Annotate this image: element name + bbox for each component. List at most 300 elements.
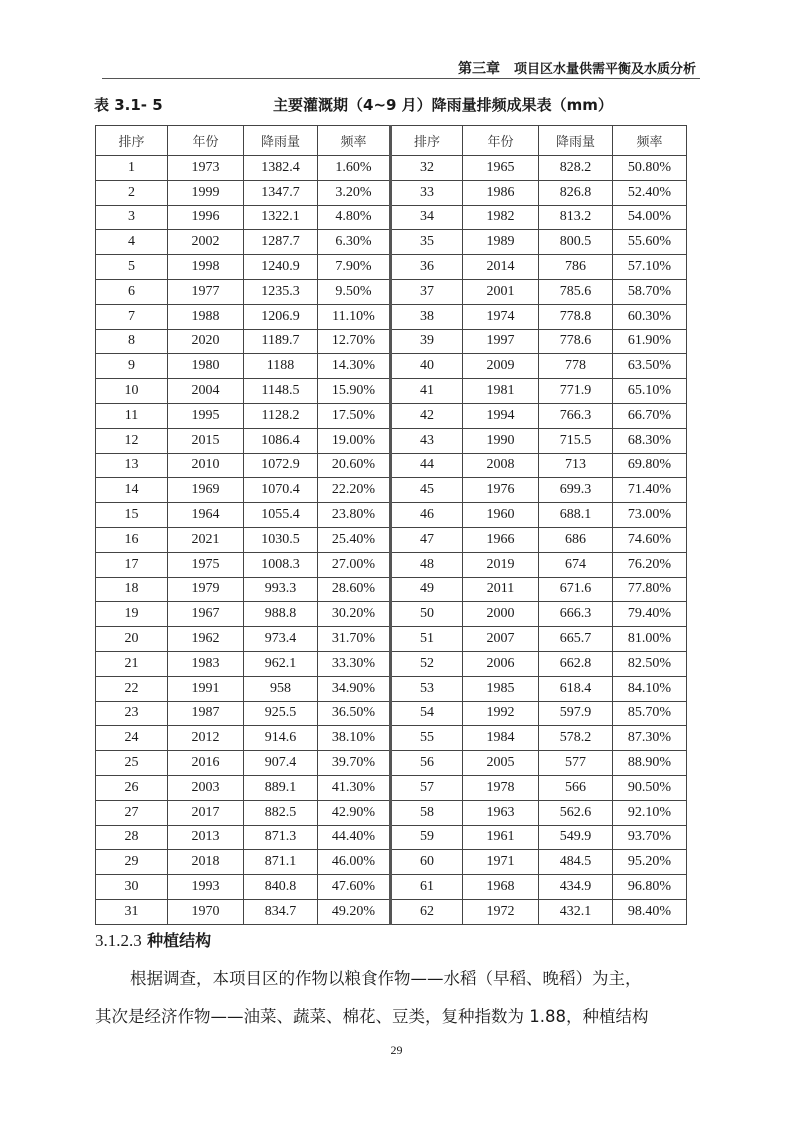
table-cell: 5: [96, 255, 168, 280]
table-cell: 61.90%: [613, 329, 687, 354]
table-cell: 35: [391, 230, 463, 255]
table-cell: 1240.9: [244, 255, 318, 280]
table-cell: 85.70%: [613, 701, 687, 726]
table-cell: 31.70%: [318, 627, 391, 652]
table-row: [96, 428, 687, 453]
table-row: [96, 156, 687, 181]
table-row: [96, 875, 687, 900]
table-row: [96, 205, 687, 230]
table-cell: 23.80%: [318, 503, 391, 528]
table-cell: 7: [96, 304, 168, 329]
table-cell: 786: [539, 255, 613, 280]
table-cell: 671.6: [539, 577, 613, 602]
table-cell: 32: [391, 156, 463, 181]
rainfall-frequency-table: [95, 125, 687, 925]
table-cell: 907.4: [244, 751, 318, 776]
table-cell: 15: [96, 503, 168, 528]
table-row: [96, 453, 687, 478]
running-header: [458, 58, 696, 78]
table-cell: 1287.7: [244, 230, 318, 255]
table-row: [96, 899, 687, 924]
table-cell: 778: [539, 354, 613, 379]
table-cell: 19.00%: [318, 428, 391, 453]
table-cell: 1987: [168, 701, 244, 726]
table-cell: 1978: [463, 775, 539, 800]
table-cell: 3: [96, 205, 168, 230]
table-cell: 2018: [168, 850, 244, 875]
table-row: [96, 403, 687, 428]
table-cell: 12.70%: [318, 329, 391, 354]
table-cell: 1.60%: [318, 156, 391, 181]
table-row: [96, 577, 687, 602]
table-cell: 688.1: [539, 503, 613, 528]
table-cell: 1148.5: [244, 379, 318, 404]
table-cell: 6: [96, 279, 168, 304]
table-cell: 28.60%: [318, 577, 391, 602]
table-cell: 55: [391, 726, 463, 751]
table-cell: 1974: [463, 304, 539, 329]
body-paragraph-line-2: 其次是经济作物——油菜、蔬菜、棉花、豆类，复种指数为 1.88，种植结构: [95, 1007, 649, 1026]
table-cell: 1189.7: [244, 329, 318, 354]
table-row: [96, 279, 687, 304]
table-cell: 65.10%: [613, 379, 687, 404]
table-cell: 2015: [168, 428, 244, 453]
table-cell: 1967: [168, 602, 244, 627]
table-cell: 14: [96, 478, 168, 503]
table-cell: 665.7: [539, 627, 613, 652]
table-cell: 14.30%: [318, 354, 391, 379]
table-cell: 434.9: [539, 875, 613, 900]
table-cell: 25.40%: [318, 527, 391, 552]
table-cell: 666.3: [539, 602, 613, 627]
table-cell: 37: [391, 279, 463, 304]
table-row: [96, 627, 687, 652]
table-cell: 871.3: [244, 825, 318, 850]
table-cell: 1070.4: [244, 478, 318, 503]
table-cell: 93.70%: [613, 825, 687, 850]
table-row: [96, 651, 687, 676]
table-row: [96, 478, 687, 503]
table-cell: 1347.7: [244, 180, 318, 205]
table-cell: 1993: [168, 875, 244, 900]
table-cell: 1979: [168, 577, 244, 602]
table-cell: 61: [391, 875, 463, 900]
table-row: [96, 602, 687, 627]
table-cell: 484.5: [539, 850, 613, 875]
table-cell: 577: [539, 751, 613, 776]
table-cell: 1983: [168, 651, 244, 676]
table-cell: 90.50%: [613, 775, 687, 800]
table-cell: 53: [391, 676, 463, 701]
column-header: 频率: [613, 126, 687, 156]
table-cell: 87.30%: [613, 726, 687, 751]
table-cell: 56: [391, 751, 463, 776]
table-cell: 17.50%: [318, 403, 391, 428]
table-cell: 699.3: [539, 478, 613, 503]
table-cell: 1977: [168, 279, 244, 304]
table-cell: 1972: [463, 899, 539, 924]
table-cell: 34: [391, 205, 463, 230]
table-cell: 26: [96, 775, 168, 800]
table-cell: 57.10%: [613, 255, 687, 280]
table-cell: 49.20%: [318, 899, 391, 924]
header-rule: [102, 78, 700, 79]
table-cell: 713: [539, 453, 613, 478]
table-cell: 826.8: [539, 180, 613, 205]
table-cell: 71.40%: [613, 478, 687, 503]
table-cell: 45: [391, 478, 463, 503]
table-cell: 98.40%: [613, 899, 687, 924]
table-cell: 68.30%: [613, 428, 687, 453]
table-cell: 432.1: [539, 899, 613, 924]
table-row: [96, 552, 687, 577]
table-cell: 52.40%: [613, 180, 687, 205]
table-title: 主要灌溉期（4~9 月）降雨量排频成果表（mm）: [273, 96, 613, 114]
table-cell: 2000: [463, 602, 539, 627]
table-cell: 1986: [463, 180, 539, 205]
table-cell: 2005: [463, 751, 539, 776]
table-cell: 2002: [168, 230, 244, 255]
column-header: 降雨量: [539, 126, 613, 156]
table-cell: 1981: [463, 379, 539, 404]
table-cell: 23: [96, 701, 168, 726]
table-cell: 58: [391, 800, 463, 825]
table-cell: 20: [96, 627, 168, 652]
table-cell: 871.1: [244, 850, 318, 875]
table-cell: 962.1: [244, 651, 318, 676]
table-cell: 2: [96, 180, 168, 205]
section-heading: [95, 928, 211, 951]
table-cell: 74.60%: [613, 527, 687, 552]
table-cell: 889.1: [244, 775, 318, 800]
table-cell: 59: [391, 825, 463, 850]
table-row: [96, 775, 687, 800]
chapter-label: 第三章: [457, 61, 500, 77]
table-cell: 9.50%: [318, 279, 391, 304]
table-cell: 958: [244, 676, 318, 701]
table-cell: 1086.4: [244, 428, 318, 453]
table-cell: 50.80%: [613, 156, 687, 181]
table-cell: 84.10%: [613, 676, 687, 701]
table-cell: 993.3: [244, 577, 318, 602]
table-cell: 1988: [168, 304, 244, 329]
column-header: 排序: [96, 126, 168, 156]
table-cell: 44: [391, 453, 463, 478]
table-cell: 22: [96, 676, 168, 701]
table-cell: 2014: [463, 255, 539, 280]
table-cell: 95.20%: [613, 850, 687, 875]
table-cell: 47.60%: [318, 875, 391, 900]
column-header: 年份: [168, 126, 244, 156]
table-row: [96, 304, 687, 329]
table-cell: 9: [96, 354, 168, 379]
table-cell: 29: [96, 850, 168, 875]
table-cell: 33.30%: [318, 651, 391, 676]
table-row: [96, 527, 687, 552]
table-cell: 46: [391, 503, 463, 528]
table-cell: 686: [539, 527, 613, 552]
table-cell: 2004: [168, 379, 244, 404]
table-row: [96, 354, 687, 379]
table-cell: 834.7: [244, 899, 318, 924]
table-header-row: [96, 126, 687, 156]
table-cell: 562.6: [539, 800, 613, 825]
table-cell: 1055.4: [244, 503, 318, 528]
table-cell: 618.4: [539, 676, 613, 701]
table-cell: 38: [391, 304, 463, 329]
section-title: 种植结构: [147, 931, 212, 950]
table-cell: 36: [391, 255, 463, 280]
column-header: 降雨量: [244, 126, 318, 156]
table-cell: 50: [391, 602, 463, 627]
table-cell: 1206.9: [244, 304, 318, 329]
table-cell: 19: [96, 602, 168, 627]
table-cell: 62: [391, 899, 463, 924]
table-cell: 778.6: [539, 329, 613, 354]
table-cell: 597.9: [539, 701, 613, 726]
table-cell: 840.8: [244, 875, 318, 900]
table-cell: 1989: [463, 230, 539, 255]
table-cell: 988.8: [244, 602, 318, 627]
table-cell: 42.90%: [318, 800, 391, 825]
table-cell: 1982: [463, 205, 539, 230]
table-cell: 48: [391, 552, 463, 577]
table-cell: 766.3: [539, 403, 613, 428]
table-cell: 2003: [168, 775, 244, 800]
table-body: [96, 156, 687, 925]
table-cell: 18: [96, 577, 168, 602]
table-cell: 30: [96, 875, 168, 900]
table-cell: 13: [96, 453, 168, 478]
table-cell: 30.20%: [318, 602, 391, 627]
table-cell: 1985: [463, 676, 539, 701]
table-cell: 973.4: [244, 627, 318, 652]
table-cell: 27: [96, 800, 168, 825]
table-row: [96, 726, 687, 751]
table-cell: 2019: [463, 552, 539, 577]
column-header: 频率: [318, 126, 391, 156]
table-cell: 16: [96, 527, 168, 552]
table-cell: 2010: [168, 453, 244, 478]
table-row: [96, 503, 687, 528]
table-cell: 77.80%: [613, 577, 687, 602]
table-cell: 578.2: [539, 726, 613, 751]
table-row: [96, 751, 687, 776]
table-row: [96, 850, 687, 875]
table-cell: 925.5: [244, 701, 318, 726]
table-cell: 55.60%: [613, 230, 687, 255]
table-cell: 33: [391, 180, 463, 205]
table-cell: 60.30%: [613, 304, 687, 329]
table-cell: 12: [96, 428, 168, 453]
table-cell: 1970: [168, 899, 244, 924]
table-cell: 96.80%: [613, 875, 687, 900]
table-cell: 6.30%: [318, 230, 391, 255]
table-cell: 1969: [168, 478, 244, 503]
table-cell: 38.10%: [318, 726, 391, 751]
table-cell: 41.30%: [318, 775, 391, 800]
table-cell: 42: [391, 403, 463, 428]
table-cell: 31: [96, 899, 168, 924]
table-cell: 10: [96, 379, 168, 404]
table-cell: 1973: [168, 156, 244, 181]
table-cell: 1966: [463, 527, 539, 552]
table-cell: 88.90%: [613, 751, 687, 776]
table-cell: 24: [96, 726, 168, 751]
table-cell: 34.90%: [318, 676, 391, 701]
page-number: 29: [390, 1043, 403, 1057]
table-cell: 73.00%: [613, 503, 687, 528]
table-cell: 785.6: [539, 279, 613, 304]
table-cell: 11: [96, 403, 168, 428]
table-cell: 778.8: [539, 304, 613, 329]
table-cell: 715.5: [539, 428, 613, 453]
table-cell: 2016: [168, 751, 244, 776]
table-cell: 1188: [244, 354, 318, 379]
table-cell: 1971: [463, 850, 539, 875]
table-cell: 69.80%: [613, 453, 687, 478]
table-cell: 66.70%: [613, 403, 687, 428]
table-cell: 800.5: [539, 230, 613, 255]
table-cell: 2020: [168, 329, 244, 354]
table-cell: 1995: [168, 403, 244, 428]
table-cell: 39: [391, 329, 463, 354]
table-cell: 662.8: [539, 651, 613, 676]
table-cell: 63.50%: [613, 354, 687, 379]
table-cell: 1382.4: [244, 156, 318, 181]
table-cell: 1996: [168, 205, 244, 230]
table-cell: 47: [391, 527, 463, 552]
table-cell: 39.70%: [318, 751, 391, 776]
table-cell: 1975: [168, 552, 244, 577]
table-cell: 1008.3: [244, 552, 318, 577]
body-paragraph-line-1: 根据调查，本项目区的作物以粮食作物——水稻（早稻、晚稻）为主，: [130, 969, 642, 988]
table-cell: 44.40%: [318, 825, 391, 850]
table-cell: 1997: [463, 329, 539, 354]
column-header: 排序: [391, 126, 463, 156]
table-cell: 58.70%: [613, 279, 687, 304]
table-row: [96, 379, 687, 404]
table-row: [96, 180, 687, 205]
table-cell: 549.9: [539, 825, 613, 850]
table-cell: 82.50%: [613, 651, 687, 676]
table-cell: 40: [391, 354, 463, 379]
table-cell: 2013: [168, 825, 244, 850]
table-cell: 1072.9: [244, 453, 318, 478]
table-cell: 1128.2: [244, 403, 318, 428]
table-cell: 46.00%: [318, 850, 391, 875]
table-cell: 1961: [463, 825, 539, 850]
table-cell: 49: [391, 577, 463, 602]
table-cell: 2006: [463, 651, 539, 676]
table-cell: 25: [96, 751, 168, 776]
table-number: 表 3.1- 5: [94, 96, 163, 114]
table-row: [96, 701, 687, 726]
table-cell: 60: [391, 850, 463, 875]
table-cell: 674: [539, 552, 613, 577]
table-cell: 2008: [463, 453, 539, 478]
table-cell: 813.2: [539, 205, 613, 230]
chapter-title: 项目区水量供需平衡及水质分析: [513, 62, 696, 77]
table-cell: 1960: [463, 503, 539, 528]
table-cell: 51: [391, 627, 463, 652]
table-cell: 57: [391, 775, 463, 800]
table-cell: 1965: [463, 156, 539, 181]
table-cell: 1968: [463, 875, 539, 900]
table-cell: 41: [391, 379, 463, 404]
table-cell: 1991: [168, 676, 244, 701]
table-row: [96, 825, 687, 850]
table-cell: 2007: [463, 627, 539, 652]
table-cell: 1998: [168, 255, 244, 280]
table-cell: 20.60%: [318, 453, 391, 478]
table-cell: 76.20%: [613, 552, 687, 577]
table-cell: 81.00%: [613, 627, 687, 652]
table-row: [96, 230, 687, 255]
table-cell: 8: [96, 329, 168, 354]
table-cell: 2017: [168, 800, 244, 825]
table-cell: 54.00%: [613, 205, 687, 230]
table-cell: 1994: [463, 403, 539, 428]
table-cell: 3.20%: [318, 180, 391, 205]
table-cell: 43: [391, 428, 463, 453]
table-cell: 1: [96, 156, 168, 181]
table-row: [96, 800, 687, 825]
table-cell: 2001: [463, 279, 539, 304]
table-cell: 914.6: [244, 726, 318, 751]
column-header: 年份: [463, 126, 539, 156]
table-cell: 1992: [463, 701, 539, 726]
table-cell: 92.10%: [613, 800, 687, 825]
table-cell: 2009: [463, 354, 539, 379]
table-cell: 15.90%: [318, 379, 391, 404]
table-row: [96, 255, 687, 280]
table-row: [96, 676, 687, 701]
table-cell: 79.40%: [613, 602, 687, 627]
table-cell: 4: [96, 230, 168, 255]
table-cell: 1976: [463, 478, 539, 503]
table-cell: 4.80%: [318, 205, 391, 230]
table-cell: 2021: [168, 527, 244, 552]
table-cell: 1980: [168, 354, 244, 379]
table-cell: 11.10%: [318, 304, 391, 329]
table-cell: 1030.5: [244, 527, 318, 552]
table-cell: 1964: [168, 503, 244, 528]
table-cell: 36.50%: [318, 701, 391, 726]
table-cell: 1999: [168, 180, 244, 205]
table-cell: 1962: [168, 627, 244, 652]
table-cell: 52: [391, 651, 463, 676]
table-cell: 566: [539, 775, 613, 800]
table-cell: 1235.3: [244, 279, 318, 304]
table-cell: 1990: [463, 428, 539, 453]
table-cell: 1963: [463, 800, 539, 825]
table-cell: 21: [96, 651, 168, 676]
table-cell: 22.20%: [318, 478, 391, 503]
table-cell: 17: [96, 552, 168, 577]
table-cell: 1984: [463, 726, 539, 751]
table-cell: 882.5: [244, 800, 318, 825]
table-cell: 54: [391, 701, 463, 726]
table-cell: 2011: [463, 577, 539, 602]
table-cell: 27.00%: [318, 552, 391, 577]
table-row: [96, 329, 687, 354]
table-cell: 828.2: [539, 156, 613, 181]
table-cell: 1322.1: [244, 205, 318, 230]
table-cell: 7.90%: [318, 255, 391, 280]
table-cell: 2012: [168, 726, 244, 751]
table-cell: 771.9: [539, 379, 613, 404]
